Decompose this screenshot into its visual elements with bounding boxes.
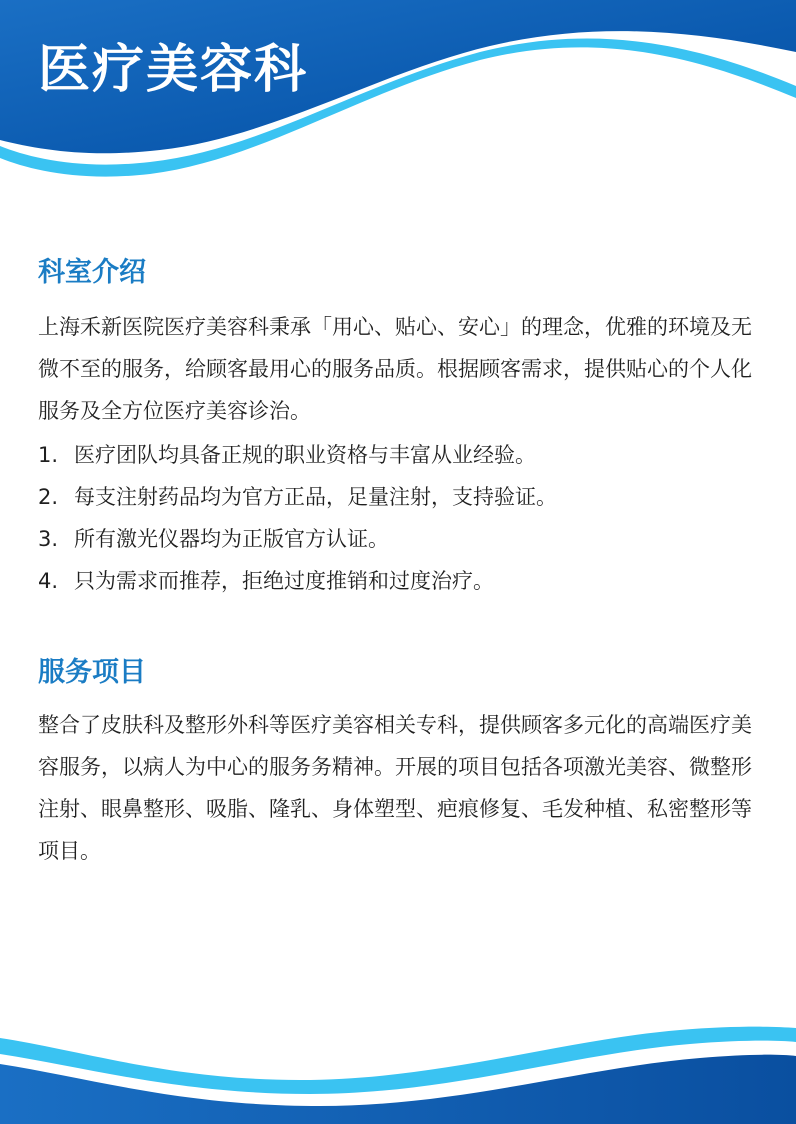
list-item: [38, 476, 758, 518]
feature-list: [38, 434, 758, 602]
intro-heading: 科室介绍: [38, 257, 146, 288]
footer-wave-banner: [0, 1010, 796, 1124]
list-item-number: 2.: [38, 485, 59, 509]
services-heading: 服务项目: [38, 657, 146, 688]
list-item-number: 3.: [38, 527, 59, 551]
services-paragraph: 整合了皮肤科及整形外科等医疗美容相关专科，提供顾客多元化的高端医疗美容服务，以病人为中心的服务务精神。开展的项目包括各项激光美容、微整形注射、眼鼻整形、吸脂、隆乳、身体塑型、疤痕修复、毛发种植、私密整形等项目。: [38, 713, 752, 863]
intro-paragraph: 上海禾新医院医疗美容科秉承「用心、贴心、安心」的理念，优雅的环境及无微不至的服务，给顾客最用心的服务品质。根据顾客需求，提供贴心的个人化服务及全方位医疗美容诊治。: [38, 315, 752, 423]
list-item-text: 每支注射药品均为官方正品，足量注射，支持验证。: [74, 485, 557, 509]
list-item: [38, 434, 758, 476]
list-item: [38, 518, 758, 560]
page-title: 医疗美容科: [38, 40, 309, 100]
list-item-text: 只为需求而推荐，拒绝过度推销和过度治疗。: [74, 569, 494, 593]
list-item-number: 1.: [38, 443, 59, 467]
list-item: [38, 560, 758, 602]
list-item-number: 4.: [38, 569, 59, 593]
list-item-text: 所有激光仪器均为正版官方认证。: [74, 527, 389, 551]
list-item-text: 医疗团队均具备正规的职业资格与丰富从业经验。: [74, 443, 536, 467]
